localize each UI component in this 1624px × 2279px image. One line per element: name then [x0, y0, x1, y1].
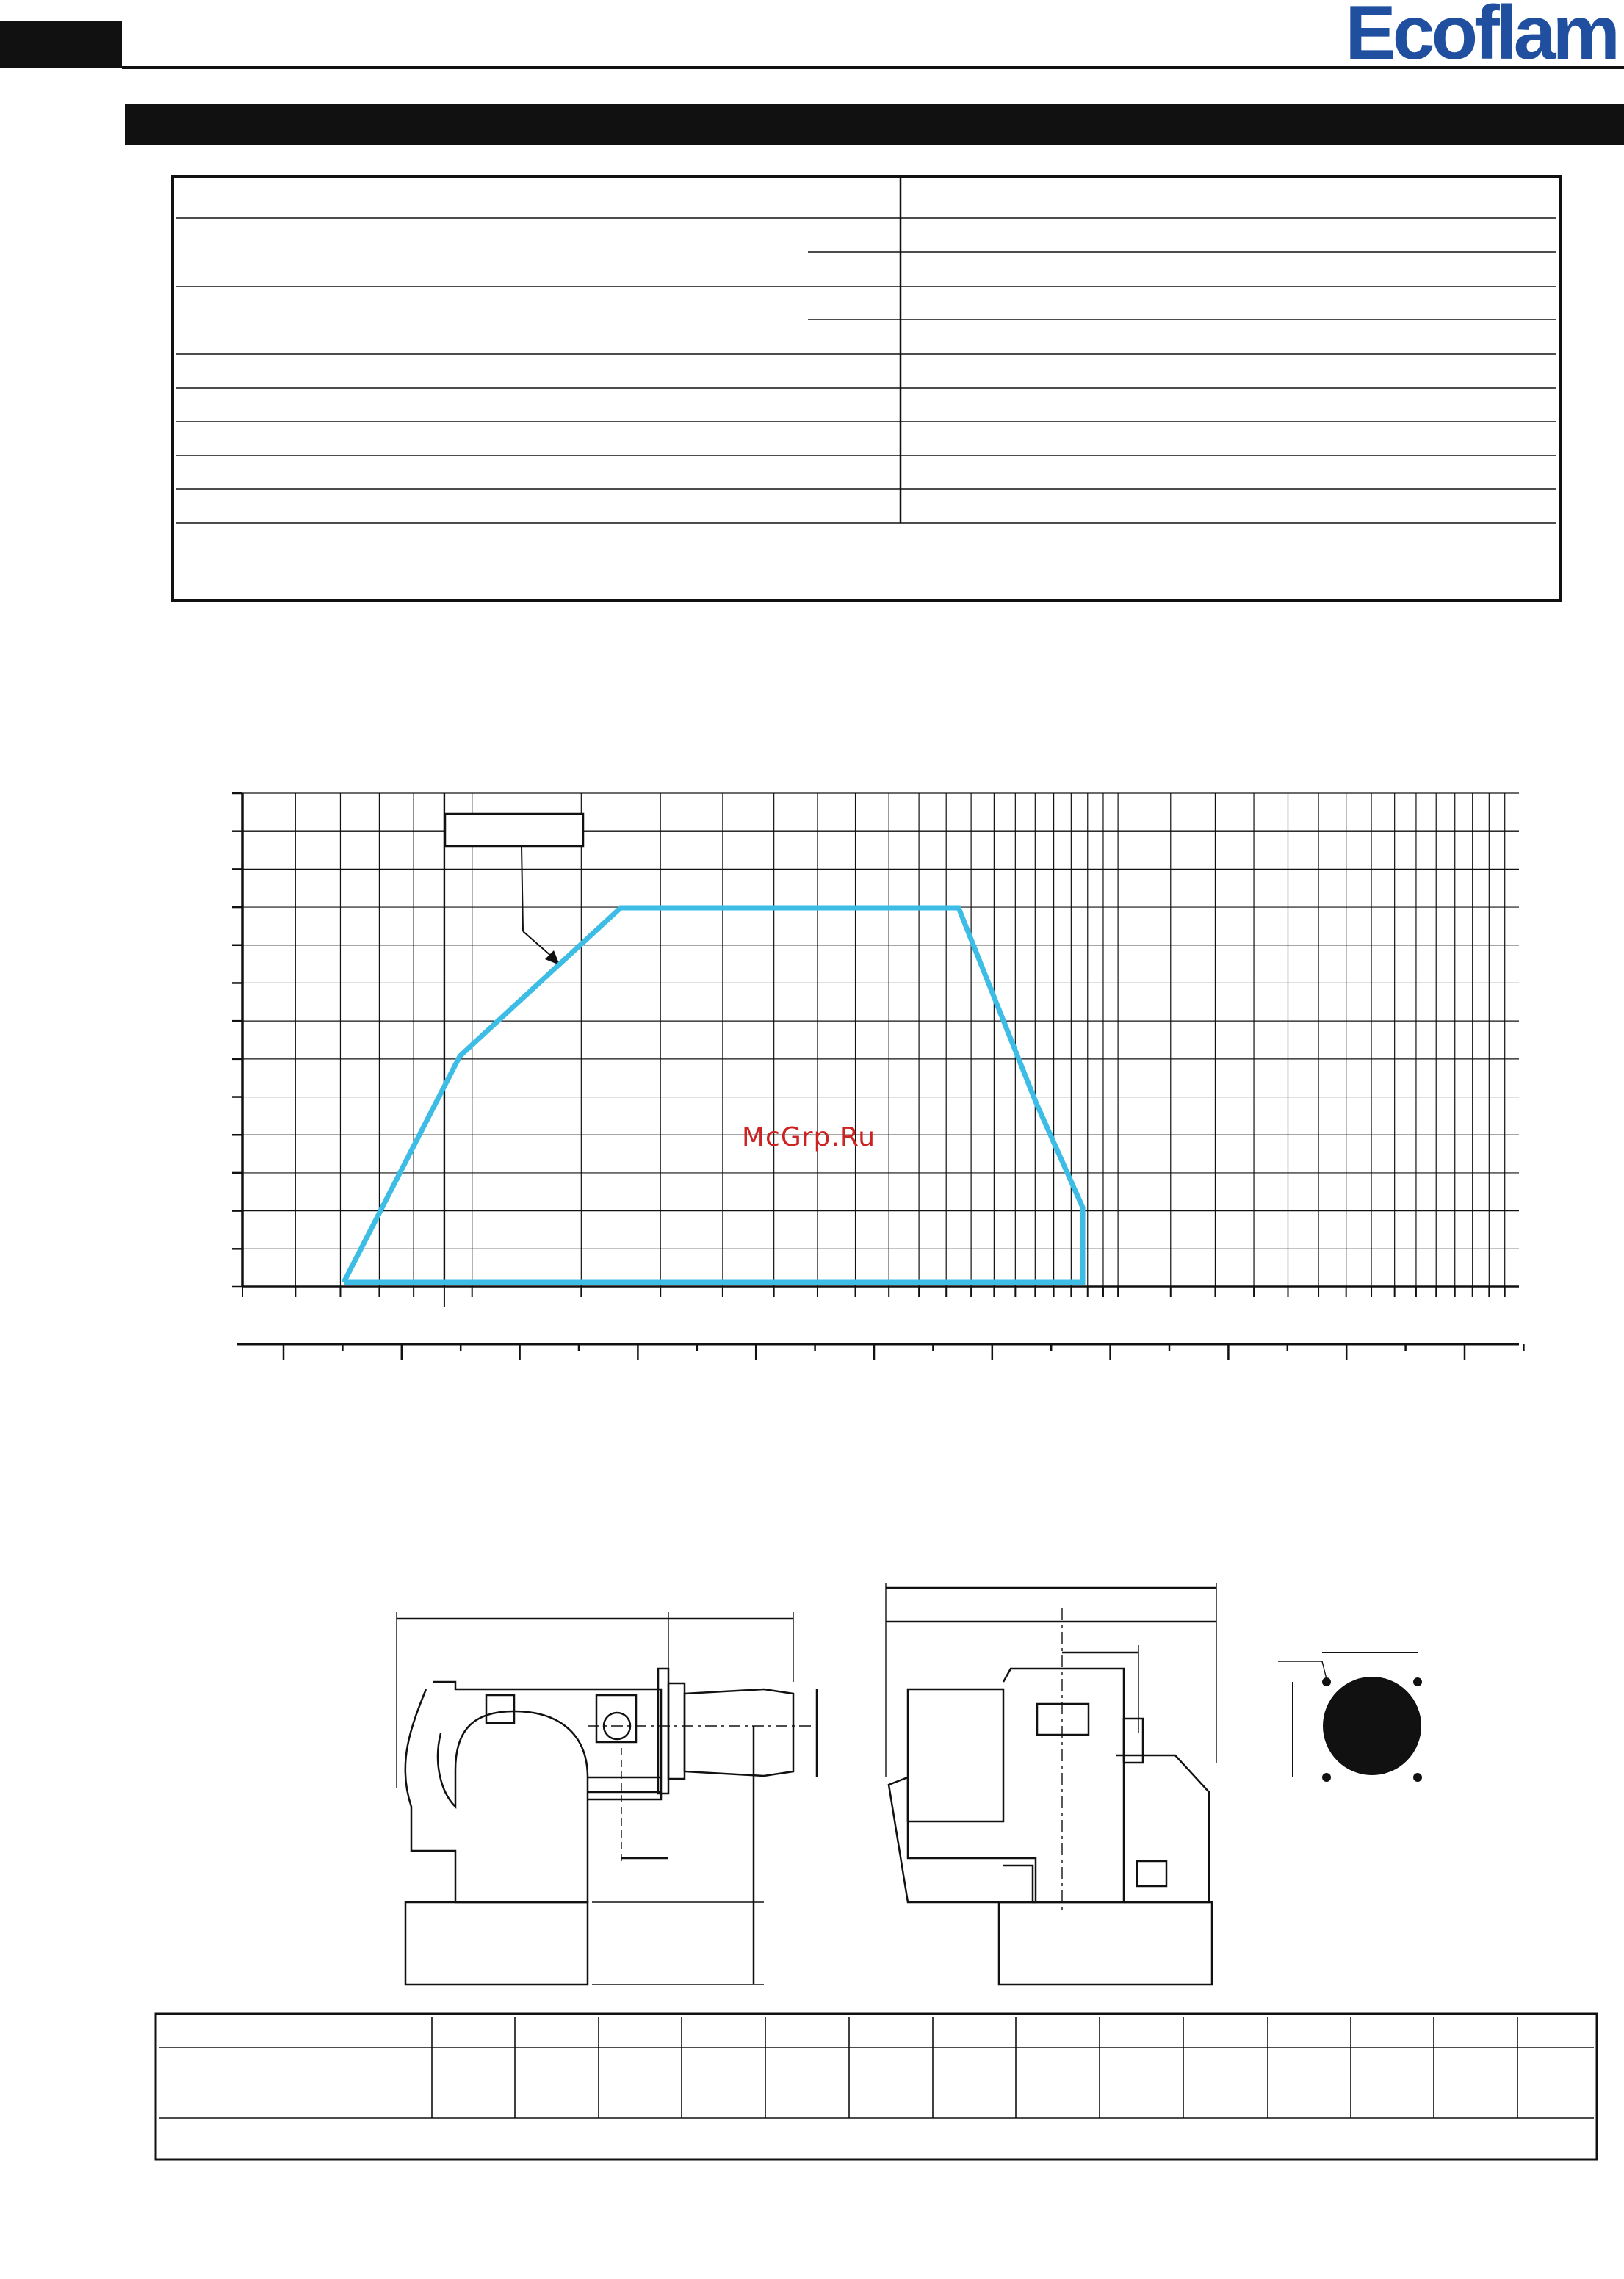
valve-box [1137, 1861, 1166, 1886]
flange-plate [668, 1683, 685, 1779]
burner-base [999, 1902, 1212, 1984]
blast-tube [685, 1689, 793, 1776]
flange-drilling-view [1278, 1653, 1421, 1781]
burner-front-view [886, 1583, 1216, 1984]
table-columns [432, 2017, 1517, 2118]
air-intake-grille [1037, 1704, 1089, 1735]
flange-hole [1324, 1677, 1421, 1774]
watermark: McGrp.Ru [742, 1122, 876, 1152]
burner-flange [596, 1695, 636, 1742]
burner-control-box [486, 1695, 514, 1723]
burner-housing [433, 1682, 661, 1799]
burner-body [405, 1689, 588, 1902]
burner-side-view [397, 1612, 817, 1984]
motor [889, 1777, 1036, 1902]
bolt-hole [1414, 1678, 1421, 1686]
logo-text: Ecoflam [1345, 0, 1617, 76]
gas-train [1116, 1755, 1209, 1902]
burner-base [405, 1902, 588, 1984]
dimensions-table [156, 2014, 1597, 2159]
bolt-hole [1323, 1678, 1330, 1686]
bolt-hole [1414, 1774, 1421, 1781]
bolt-hole [1323, 1774, 1330, 1781]
leader-line [1322, 1661, 1327, 1679]
control-panel [908, 1689, 1003, 1821]
mounting-flange [658, 1669, 668, 1794]
